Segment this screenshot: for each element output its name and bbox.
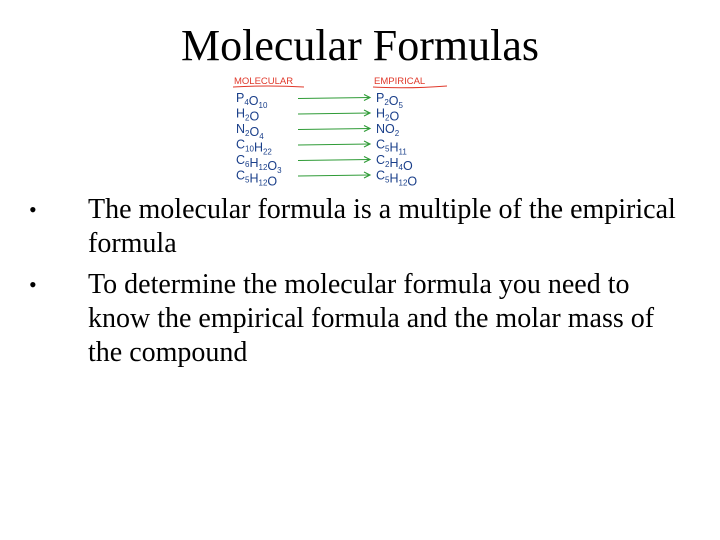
conversion-arrow bbox=[298, 160, 370, 161]
molecular-formula: $P_4O_{10}$ bbox=[236, 91, 268, 110]
molecular-formula: $N_2O_4$ bbox=[236, 122, 264, 141]
molecular-header: MOLECULAR bbox=[234, 76, 294, 87]
conversion-arrow bbox=[298, 175, 370, 176]
conversion-arrow bbox=[298, 144, 370, 145]
bullet-list bbox=[0, 193, 720, 370]
conversion-arrow bbox=[298, 98, 370, 99]
bullet-text: To determine the molecular formula you need to know the empirical formula and the molar mass of the compound bbox=[88, 269, 655, 368]
bullet-text: The molecular formula is a multiple of the empirical formula bbox=[88, 194, 676, 259]
empirical-formula: $H_2O$ bbox=[376, 106, 400, 124]
bullet-dot-icon: • bbox=[29, 272, 37, 297]
empirical-formula: $C_2H_4O$ bbox=[376, 153, 413, 173]
empirical-formula: $C_5H_{11}$ bbox=[376, 137, 407, 157]
bullet-item bbox=[0, 193, 688, 261]
molecular-empirical-figure bbox=[228, 72, 460, 190]
bullet-item bbox=[0, 268, 688, 370]
bullet-dot-icon: • bbox=[29, 197, 37, 222]
slide-title: Molecular Formulas bbox=[180, 21, 540, 70]
molecular-formula: $H_2O$ bbox=[236, 106, 260, 124]
empirical-formula: $NO_2$ bbox=[376, 122, 400, 138]
molecular-formula: $C_{10}H_{22}$ bbox=[236, 137, 272, 157]
molecular-formula: $C_6H_{12}O_3$ bbox=[236, 153, 282, 175]
empirical-formula: $P_2O_5$ bbox=[376, 91, 403, 110]
formula-sketch bbox=[228, 72, 460, 190]
conversion-arrow bbox=[298, 129, 370, 130]
empirical-header: EMPIRICAL bbox=[374, 76, 426, 87]
molecular-formula: $C_5H_{12}O$ bbox=[236, 168, 278, 189]
empirical-formula: $C_5H_{12}O$ bbox=[376, 168, 418, 189]
conversion-arrow bbox=[298, 113, 370, 114]
